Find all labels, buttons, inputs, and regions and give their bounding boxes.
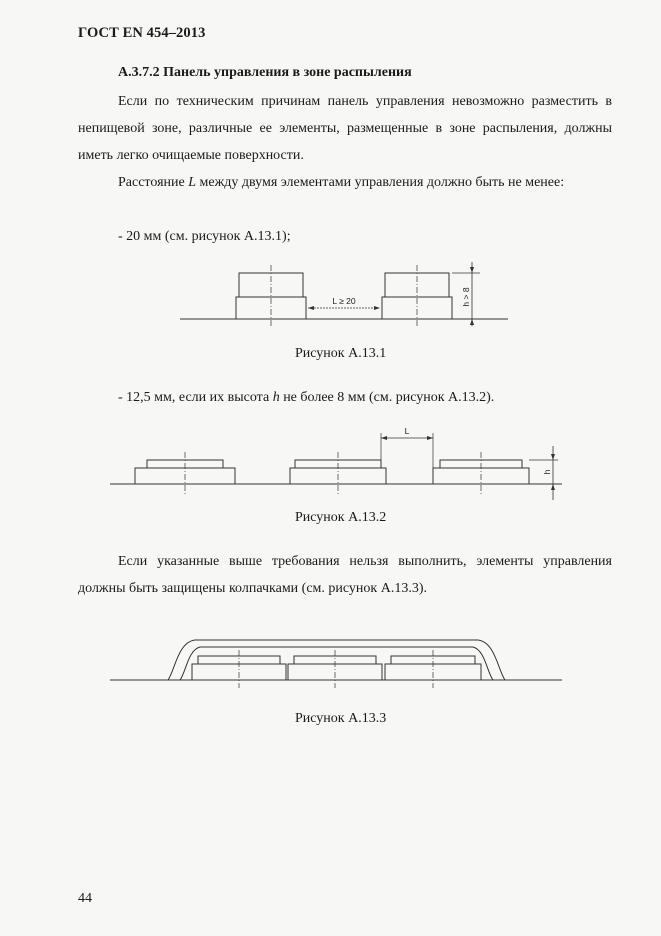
paragraph-3-text: Если указанные выше требования нельзя выполнить, элементы управления должны быть защищены колпачками (см. рисунок А.13.3).	[78, 554, 612, 596]
fig2-label-L: L	[404, 426, 410, 436]
section-title: А.3.7.2 Панель управления в зоне распыления	[118, 65, 412, 80]
variable-L: L	[188, 175, 197, 190]
page-number: 44	[78, 891, 92, 906]
variable-h: h	[272, 390, 280, 405]
fig1-label-L: L ≥ 20	[332, 296, 356, 306]
paragraph-2-prefix: Расстояние	[118, 175, 189, 190]
list-item-1: - 20 мм (см. рисунок А.13.1);	[118, 229, 291, 244]
figure-3-caption: Рисунок А.13.3	[295, 711, 387, 726]
paragraph-1-text: Если по техническим причинам панель управления невозможно разместить в непищевой зоне, различные ее элементы, размещенные в зоне распыления, должны иметь легко очищаемые поверхности.	[78, 94, 612, 163]
list-item-2-suffix: не более 8 мм (см. рисунок А.13.2).	[279, 390, 495, 405]
document-header: ГОСТ EN 454–2013	[78, 25, 206, 41]
paragraph-2-suffix: между двумя элементами управления должно быть не менее:	[196, 175, 565, 190]
figure-1-caption: Рисунок А.13.1	[295, 346, 387, 361]
fig1-label-h: h > 8	[461, 287, 471, 307]
list-item-2-prefix: - 12,5 мм, если их высота	[118, 390, 273, 405]
fig2-label-h: h	[542, 469, 552, 475]
figure-2-caption: Рисунок А.13.2	[295, 510, 387, 525]
fig3-cap-outer	[168, 640, 505, 680]
